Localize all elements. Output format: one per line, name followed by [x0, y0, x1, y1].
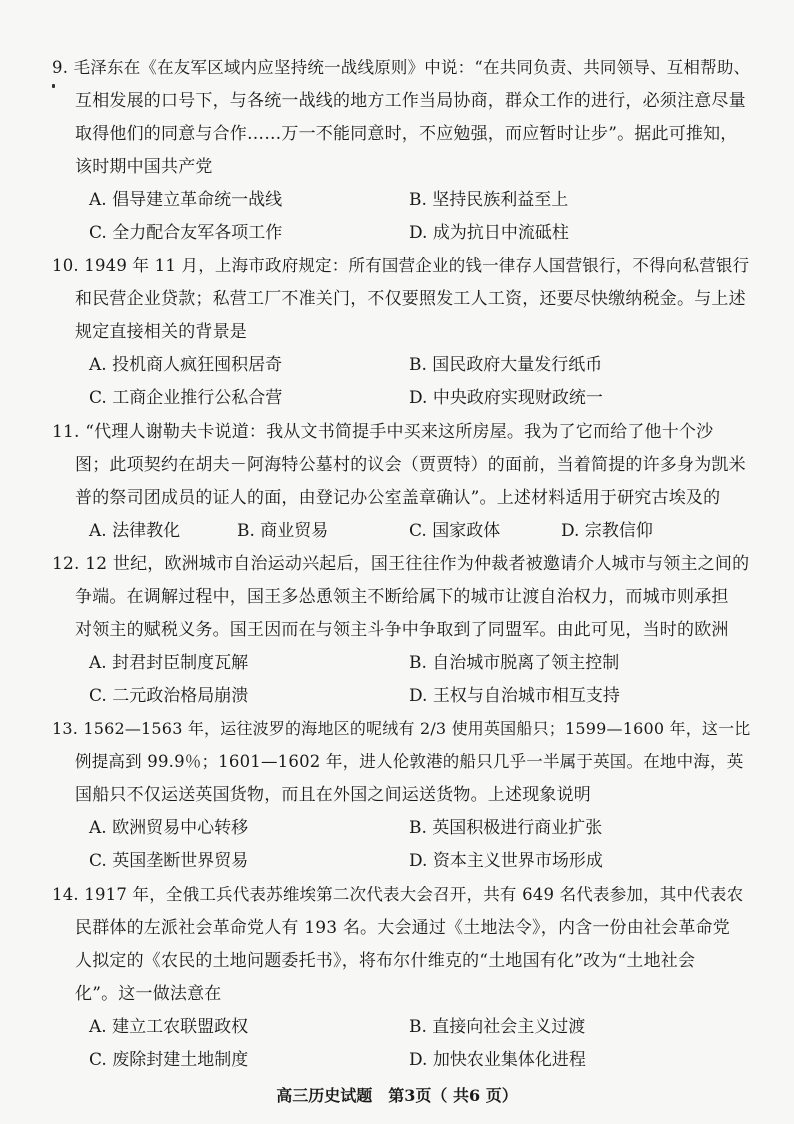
- question-text-line: 争端。在调解过程中，国王多怂恿领主不断给属下的城市让渡自治权力，而城市则承担: [75, 587, 729, 607]
- option-d[interactable]: D. 中央政府实现财政统一: [409, 388, 603, 408]
- question-text-line: 例提高到 99.9％；1601—1602 年，进人伦敦港的船只几乎一半属于英国。在地中海，英: [75, 752, 744, 771]
- question-text-line: 化”。这一做法意在: [75, 984, 222, 1004]
- question-text-line: 图；此项契约在胡夫－阿海特公墓村的议会（贾贾特）的面前，当着简提的许多身为凯米: [75, 455, 746, 475]
- question-text-line: 9. 毛泽东在《在友军区域内应坚持统一战线原则》中说：“在共同负责、共同领导、互相帮助、: [52, 58, 751, 77]
- option-d[interactable]: D. 王权与自治城市相互支持: [409, 686, 620, 706]
- question-text-line: 和民营企业贷款；私营工厂不准关门，不仅要照发工人工资，还要尽快缴纳税金。与上述: [75, 289, 746, 309]
- option-c[interactable]: C. 废除封建土地制度: [89, 1050, 249, 1070]
- option-b[interactable]: B. 商业贸易: [237, 521, 329, 541]
- option-c[interactable]: C. 国家政体: [409, 521, 501, 541]
- option-a[interactable]: A. 封君封臣制度瓦解: [89, 653, 249, 673]
- option-c[interactable]: C. 工商企业推行公私合营: [89, 388, 283, 408]
- question-text-line: 该时期中国共产党: [75, 157, 213, 177]
- question-text-line: 10. 1949 年 11 月，上海市政府规定：所有国营企业的钱一律存人国营银行，不得向私营银行: [52, 256, 750, 275]
- option-a[interactable]: A. 建立工农联盟政权: [89, 1017, 249, 1037]
- option-a[interactable]: A. 倡导建立革命统一战线: [89, 190, 283, 210]
- option-d[interactable]: D. 加快农业集体化进程: [409, 1050, 586, 1070]
- question-text-line: 对领主的赋税义务。国王因而在与领主斗争中争取到了同盟军。由此可见，当时的欧洲: [75, 620, 729, 640]
- option-b[interactable]: B. 英国积极进行商业扩张: [409, 818, 603, 838]
- question-text-line: 民群体的左派社会革命党人有 193 名。大会通过《土地法令》，内含一份由社会革命党: [75, 918, 730, 938]
- option-c[interactable]: C. 二元政治格局崩溃: [89, 686, 249, 706]
- question-text-line: 规定直接相关的背景是: [75, 322, 247, 342]
- question-text-line: 互相发展的口号下，与各统一战线的地方工作当局协商，群众工作的进行，必须注意尽量: [75, 91, 746, 111]
- question-text-line: 国船只不仅运送英国货物，而且在外国之间运送货物。上述现象说明: [75, 785, 591, 805]
- option-a[interactable]: A. 法律教化: [89, 521, 181, 541]
- scan-speck: [52, 84, 55, 88]
- option-b[interactable]: B. 直接向社会主义过渡: [409, 1017, 586, 1037]
- question-text-line: 普的祭司团成员的证人的面，由登记办公室盖章确认”。上述材料适用于研究古埃及的: [75, 488, 721, 508]
- option-b[interactable]: B. 自治城市脱离了领主控制: [409, 653, 620, 673]
- option-b[interactable]: B. 坚持民族利益至上: [409, 190, 569, 210]
- option-a[interactable]: A. 欧洲贸易中心转移: [89, 818, 249, 838]
- option-b[interactable]: B. 国民政府大量发行纸币: [409, 355, 603, 375]
- question-text-line: 13. 1562—1563 年，运往波罗的海地区的呢绒有 2/3 使用英国船只；1599—1600 年，这一比: [52, 719, 751, 738]
- option-d[interactable]: D. 宗教信仰: [561, 521, 653, 541]
- option-d[interactable]: D. 成为抗日中流砥柱: [409, 223, 569, 243]
- question-text-line: 11. “代理人谢勒夫卡说道：我从文书简提手中买来这所房屋。我为了它而给了他十个沙: [52, 422, 714, 442]
- page-footer: 高三历史试题 第3页（ 共6 页）: [276, 1086, 518, 1105]
- question-text-line: 人拟定的《农民的土地问题委托书》，将布尔什维克的“土地国有化”改为“土地社会: [75, 951, 696, 971]
- option-c[interactable]: C. 全力配合友军各项工作: [89, 223, 283, 243]
- question-text-line: 取得他们的同意与合作……万一不能同意时，不应勉强，而应暂时让步”。据此可推知，: [75, 124, 738, 144]
- question-text-line: 12. 12 世纪，欧洲城市自治运动兴起后，国王往往作为仲裁者被邀请介人城市与领主之间的: [52, 554, 750, 574]
- question-text-line: 14. 1917 年，全俄工兵代表苏维埃第二次代表大会召开，共有 649 名代表参加，其中代表农: [52, 885, 744, 904]
- option-a[interactable]: A. 投机商人疯狂囤积居奇: [89, 355, 283, 375]
- option-d[interactable]: D. 资本主义世界市场形成: [409, 851, 603, 871]
- option-c[interactable]: C. 英国垄断世界贸易: [89, 851, 249, 871]
